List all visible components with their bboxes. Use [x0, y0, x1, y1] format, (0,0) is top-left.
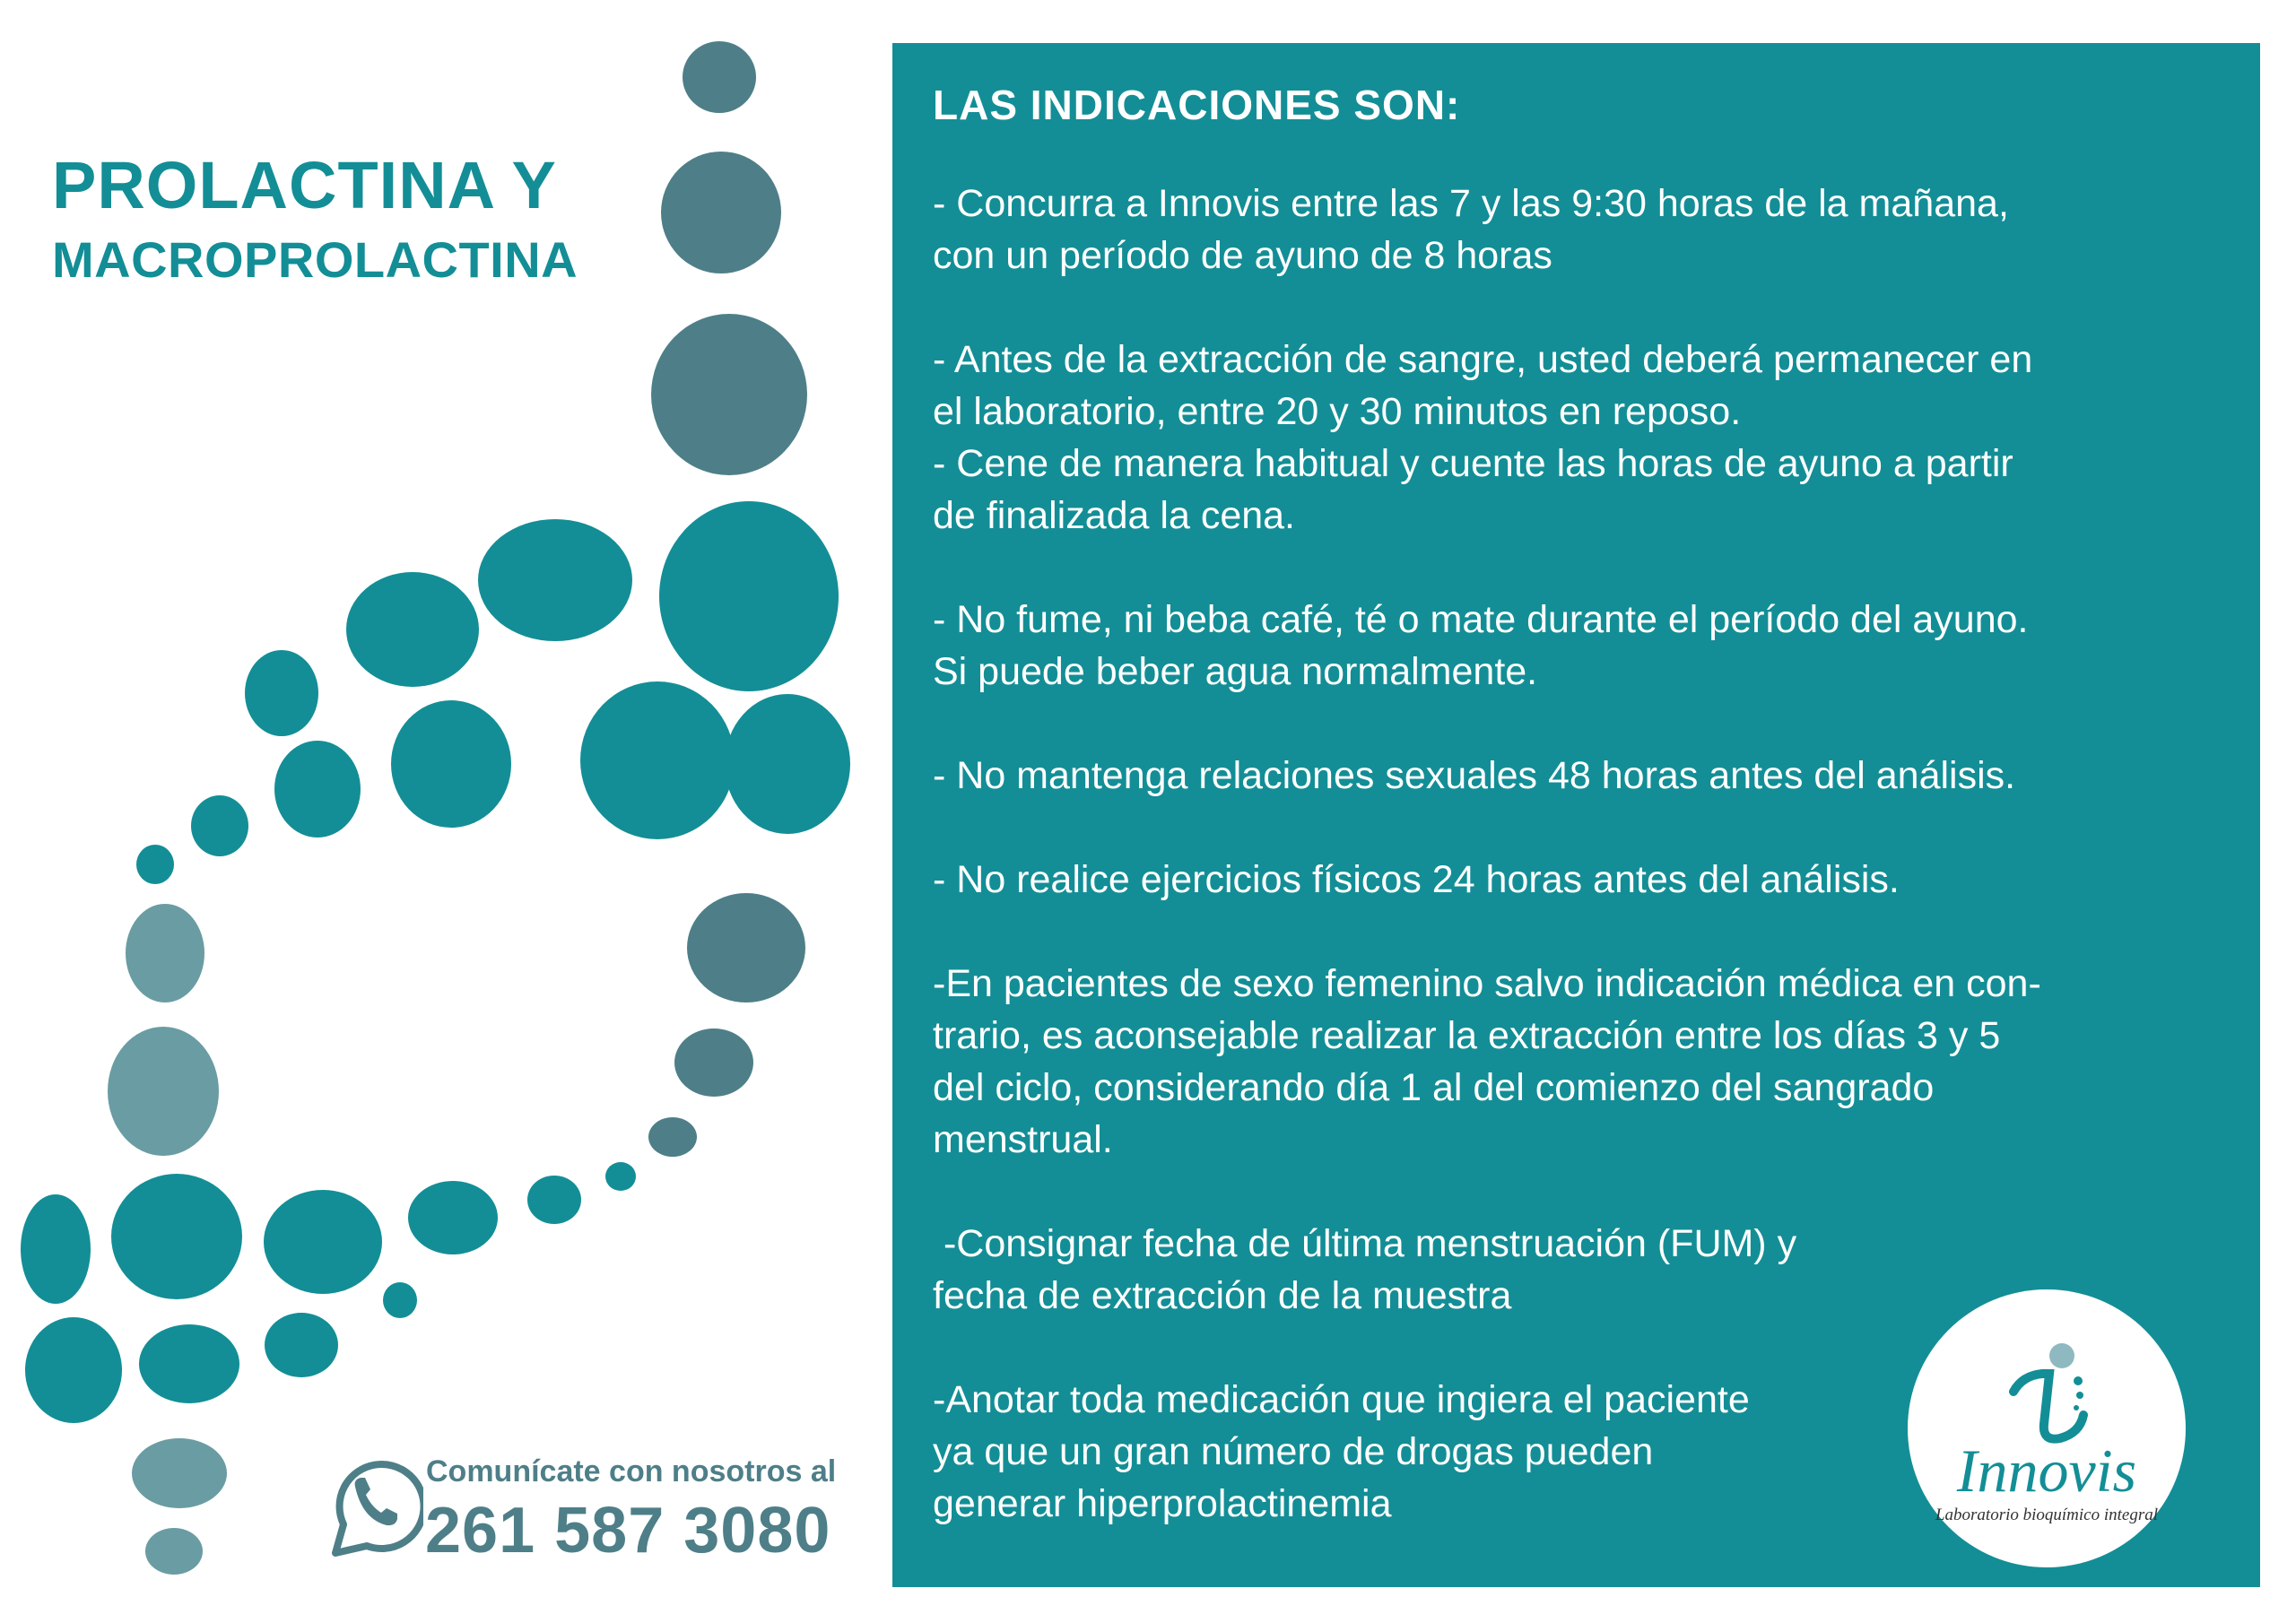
whatsapp-icon [325, 1453, 423, 1557]
phone-number[interactable]: 261 587 3080 [425, 1495, 831, 1567]
dots-top [651, 41, 807, 475]
indication-item: - Antes de la extracción de sangre, usted deberá permanecer en el laboratorio, entre 20 y 30 minutos en reposo. [933, 338, 2033, 433]
indication-item: - Cene de manera habitual y cuente las horas de ayuno a partir de finalizada la cena. [933, 442, 2013, 537]
indication-item: - No fume, ni beba café, té o mate durante el período del ayuno. Si puede beber agua normalmente. [933, 598, 2029, 693]
decorative-dots [0, 0, 897, 1623]
indication-item: - No mantenga relaciones sexuales 48 horas antes del análisis. [933, 754, 2016, 797]
innovis-mark-icon [1908, 1289, 2186, 1567]
contact-label: Comunícate con nosotros al [426, 1454, 837, 1488]
dots-middle [136, 501, 850, 884]
indication-item: -Anotar toda medicación que ingiera el paciente ya que un gran número de drogas pueden generar hiperprolactinemia [933, 1378, 1750, 1525]
title-line-1: PROLACTINA Y [52, 148, 557, 222]
logo-subtitle: Laboratorio bioquímico integral [1935, 1506, 2159, 1524]
indications-panel [892, 43, 2260, 1587]
indication-item: -Consignar fecha de última menstruación (FUM) y fecha de extracción de la muestra [933, 1222, 1797, 1317]
dots-side-grey [648, 893, 805, 1157]
indications-heading: LAS INDICACIONES SON: [933, 82, 1461, 128]
indication-item: - Concurra a Innovis entre las 7 y las 9:30 horas de la mañana, con un período de ayuno de 8 horas [933, 182, 2009, 277]
indication-item: - No realice ejercicios físicos 24 horas antes del análisis. [933, 858, 1900, 901]
indication-item: -En pacientes de sexo femenino salvo indicación médica en con- trario, es aconsejable realizar la extracción entre los días 3 y 5 del ciclo, considerando día 1 al del comienzo del sangrado menstrual. [933, 962, 2041, 1161]
innovis-logo [1908, 1289, 2186, 1567]
title-line-2: MACROPROLACTINA [52, 231, 578, 288]
dots-bottom [21, 1162, 636, 1423]
contact-block [325, 1444, 863, 1567]
logo-name: Innovis [1956, 1436, 2137, 1505]
